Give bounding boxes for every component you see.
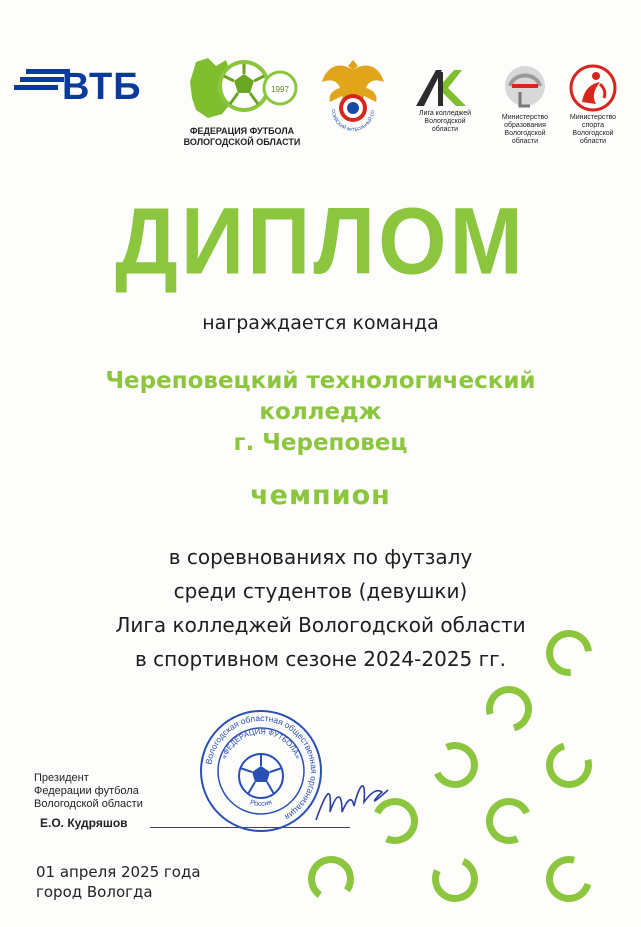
decorative-ring-icon: [426, 850, 485, 909]
signatory-name: Е.О. Кудряшов: [40, 816, 128, 830]
lk-monogram-icon: [410, 66, 476, 110]
awarded-text: награждается команда: [202, 312, 439, 334]
svg-text:Россия: Россия: [249, 799, 273, 808]
team-line: колледж: [259, 399, 382, 425]
diploma-title: ДИПЛОМ: [115, 187, 526, 294]
competition-line: в соревнованиях по футзалу: [168, 545, 473, 569]
team-line: Череповецкий технологический: [105, 368, 536, 394]
competition-line: среди студентов (девушки): [173, 579, 468, 603]
svg-text:1997: 1997: [271, 85, 289, 94]
decorative-ring-icon: [426, 736, 485, 795]
decorative-ring-icon: [304, 852, 357, 905]
team-name: [0, 366, 641, 459]
place-title: чемпион: [250, 480, 391, 511]
ministry-education-logo: Министерство образования Вологодской области: [492, 62, 558, 148]
competition-line: Лига колледжей Вологодской области: [115, 613, 526, 637]
competition-line: в спортивном сезоне 2024-2025 гг.: [135, 647, 506, 671]
decorative-ring-icon: [480, 792, 539, 851]
issue-date: 01 апреля 2025 года город Вологда: [36, 863, 201, 901]
stamp-seal-icon: [198, 708, 324, 834]
vtb-bars-icon: [14, 69, 58, 93]
issue-city: город Вологда: [36, 883, 153, 901]
svg-text:РОССИЙСКИЙ ФУТБОЛЬНЫЙ СОЮЗ: ССИЙСКИЙ ФУТБОЛЬНЫЙ СО: [330, 109, 376, 133]
decorative-ring-icon: [538, 734, 601, 797]
ministry-sport-emblem-icon: [560, 62, 626, 114]
team-city: г. Череповец: [233, 430, 408, 456]
signatory-position: Президент Федерации футбола Вологодской области: [34, 772, 143, 810]
rfs-logo: [318, 52, 388, 144]
federation-emblem-icon: [186, 52, 298, 124]
league-logo: Лига колледжей Вологодской области: [410, 66, 476, 136]
ministry-sport-logo: Министерство спорта Вологодской области: [560, 62, 626, 148]
federation-logo: 1997 ФЕДЕРАЦИЯ ФУТБОЛА ВОЛОГОДСКОЙ ОБЛАСТИ: [172, 52, 312, 142]
decorative-ring-icon: [478, 678, 541, 741]
decorative-ring-icon: [538, 848, 601, 911]
signature-scribble-icon: [312, 772, 392, 832]
svg-text:Вологодская областная обществе: Вологодская областная общественная организация: [203, 712, 320, 823]
vtb-logo: ВТБ: [14, 66, 154, 122]
ministry-education-emblem-icon: [492, 62, 558, 114]
federation-stamp: [198, 708, 324, 834]
svg-text:«ФЕДЕРАЦИЯ ФУТБОЛА»: «ФЕДЕРАЦИЯ ФУТБОЛА»: [219, 726, 303, 761]
eagle-emblem-icon: [318, 52, 388, 144]
